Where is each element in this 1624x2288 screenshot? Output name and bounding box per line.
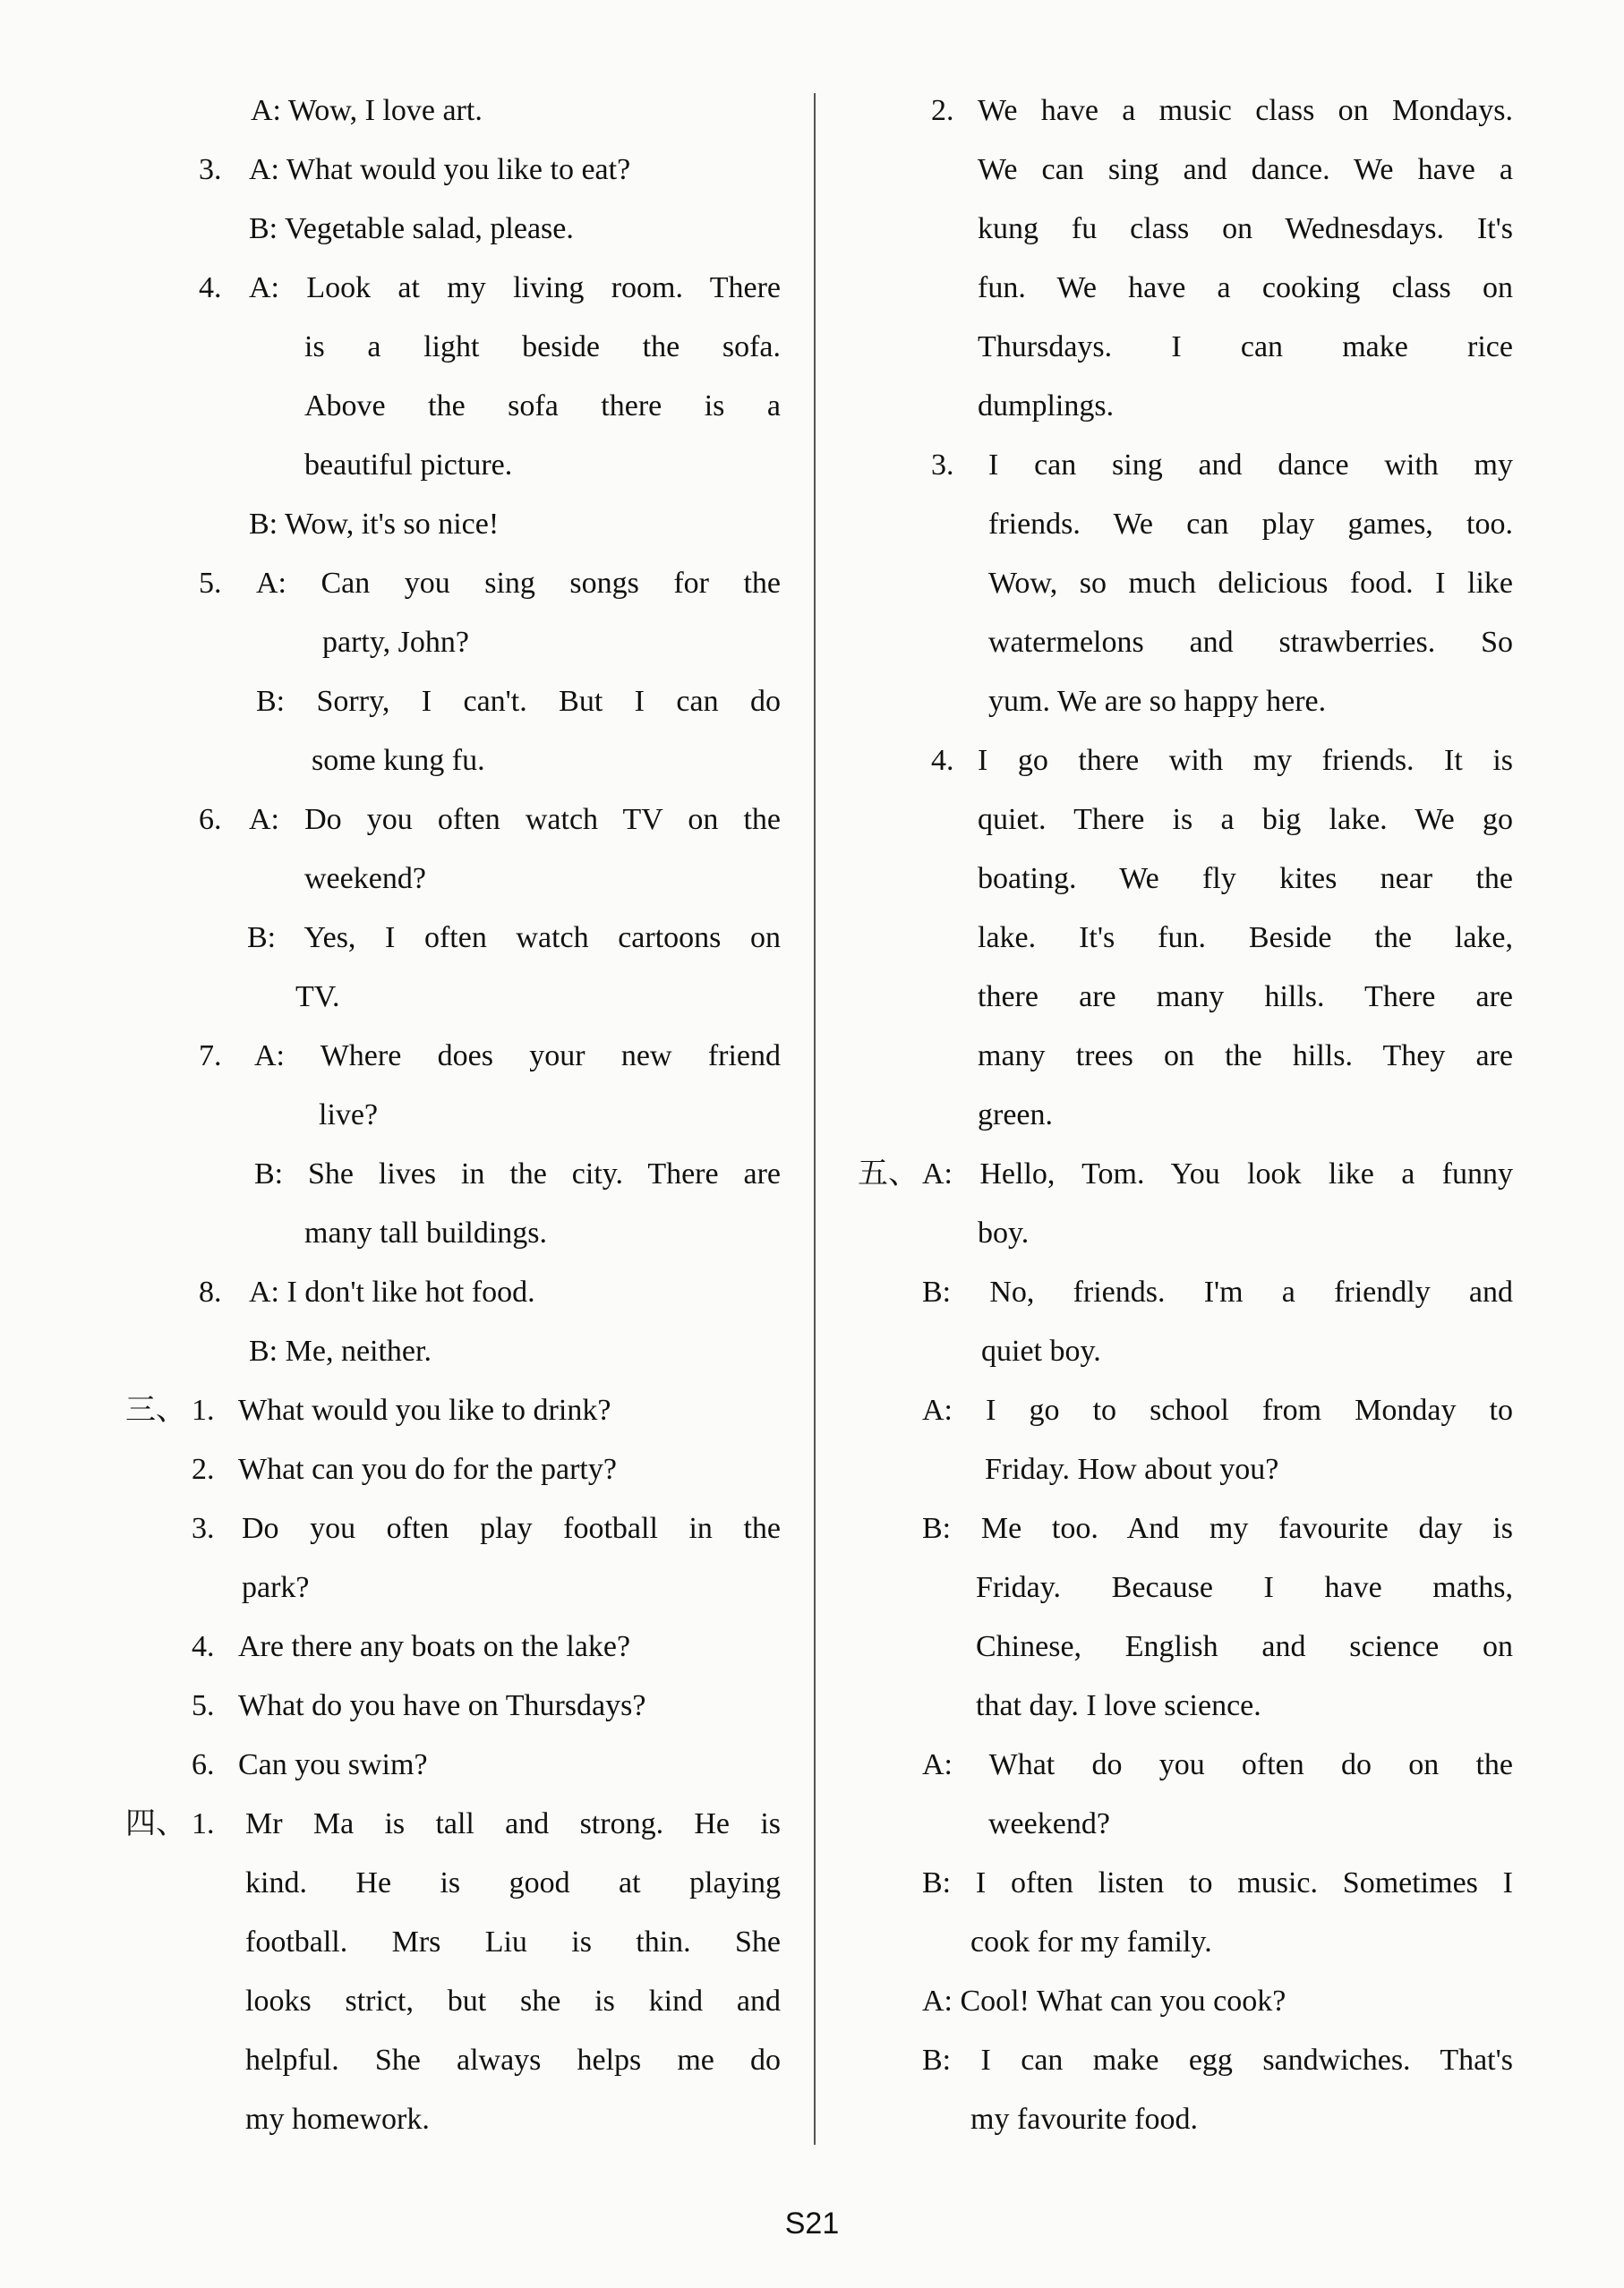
text-line: I can sing and dance with my — [988, 448, 1513, 482]
text-line: What do you have on Thursdays? — [238, 1689, 646, 1722]
text-line: A: I go to school from Monday to — [922, 1394, 1513, 1427]
section-marker: 五、 — [858, 1157, 919, 1191]
text-line: Mr Ma is tall and strong. He is — [245, 1807, 781, 1840]
text-line: helpful. She always helps me do — [245, 2044, 781, 2077]
text-line: We have a music class on Mondays. — [978, 94, 1513, 127]
text-line: dumplings. — [978, 389, 1115, 423]
text-line: friends. We can play games, too. — [988, 508, 1513, 541]
text-line: quiet boy. — [981, 1335, 1101, 1368]
text-line: A: What would you like to eat? — [249, 153, 631, 186]
text-line: B: Sorry, I can't. But I can do — [256, 685, 781, 718]
item-number: 2. — [931, 94, 954, 127]
item-number: 2. — [192, 1453, 215, 1486]
text-line: my favourite food. — [970, 2103, 1198, 2136]
text-line: park? — [242, 1571, 310, 1604]
item-number: 3. — [931, 448, 954, 482]
text-line: What would you like to drink? — [238, 1394, 611, 1427]
text-line: Friday. Because I have maths, — [976, 1571, 1513, 1604]
text-line: A: Cool! What can you cook? — [922, 1985, 1286, 2018]
text-line: many trees on the hills. They are — [978, 1039, 1513, 1072]
text-line: my homework. — [245, 2103, 430, 2136]
text-line: What can you do for the party? — [238, 1453, 617, 1486]
text-line: lake. It's fun. Beside the lake, — [978, 921, 1513, 954]
text-line: boy. — [978, 1217, 1030, 1250]
text-line: live? — [319, 1098, 379, 1131]
item-number: 4. — [931, 744, 954, 777]
text-line: quiet. There is a big lake. We go — [978, 803, 1513, 836]
item-number: 6. — [192, 1748, 215, 1781]
item-number: 1. — [192, 1394, 215, 1427]
column-divider — [814, 93, 816, 2145]
text-line: looks strict, but she is kind and — [245, 1985, 781, 2018]
text-line: Can you swim? — [238, 1748, 428, 1781]
text-line: Above the sofa there is a — [304, 389, 781, 423]
item-number: 4. — [199, 271, 222, 304]
text-line: A: Hello, Tom. You look like a funny — [922, 1157, 1513, 1191]
item-number: 1. — [192, 1807, 215, 1840]
text-line: B: Vegetable salad, please. — [249, 212, 574, 245]
text-line: B: Me too. And my favourite day is — [922, 1512, 1513, 1545]
text-line: party, John? — [322, 626, 469, 659]
item-number: 3. — [199, 153, 222, 186]
text-line: I go there with my friends. It is — [978, 744, 1513, 777]
text-line: that day. I love science. — [976, 1689, 1261, 1722]
item-number: 5. — [192, 1689, 215, 1722]
text-line: Friday. How about you? — [985, 1453, 1279, 1486]
text-line: We can sing and dance. We have a — [978, 153, 1513, 186]
text-line: green. — [978, 1098, 1054, 1131]
page-number: S21 — [784, 2207, 840, 2241]
text-line: beautiful picture. — [304, 448, 513, 482]
text-line: many tall buildings. — [304, 1217, 548, 1250]
text-line: yum. We are so happy here. — [988, 685, 1327, 718]
text-line: A: Look at my living room. There — [249, 271, 781, 304]
text-line: Thursdays. I can make rice — [978, 330, 1513, 363]
text-line: A: Can you sing songs for the — [256, 567, 781, 600]
item-number: 4. — [192, 1630, 215, 1663]
text-line: fun. We have a cooking class on — [978, 271, 1513, 304]
text-line: Do you often play football in the — [242, 1512, 781, 1545]
item-number: 3. — [192, 1512, 215, 1545]
item-number: 6. — [199, 803, 222, 836]
text-line: watermelons and strawberries. So — [988, 626, 1513, 659]
text-line: TV. — [295, 980, 340, 1013]
text-line: kind. He is good at playing — [245, 1866, 781, 1900]
item-number: 5. — [199, 567, 222, 600]
text-line: cook for my family. — [970, 1925, 1212, 1959]
text-line: Wow, so much delicious food. I like — [988, 567, 1513, 600]
text-line: some kung fu. — [312, 744, 485, 777]
text-line: Are there any boats on the lake? — [238, 1630, 631, 1663]
item-number: 8. — [199, 1276, 222, 1309]
text-line: B: Me, neither. — [249, 1335, 432, 1368]
item-number: 7. — [199, 1039, 222, 1072]
text-line: B: She lives in the city. There are — [254, 1157, 781, 1191]
text-line: football. Mrs Liu is thin. She — [245, 1925, 781, 1959]
section-marker: 四、 — [125, 1807, 186, 1840]
text-line: B: I can make egg sandwiches. That's — [922, 2044, 1513, 2077]
text-line: kung fu class on Wednesdays. It's — [978, 212, 1513, 245]
section-marker: 三、 — [125, 1394, 186, 1427]
text-line: B: Yes, I often watch cartoons on — [247, 921, 781, 954]
text-line: A: Where does your new friend — [254, 1039, 781, 1072]
text-line: A: Do you often watch TV on the — [249, 803, 781, 836]
text-line: boating. We fly kites near the — [978, 862, 1513, 895]
text-line: A: Wow, I love art. — [251, 94, 483, 127]
text-line: B: No, friends. I'm a friendly and — [922, 1276, 1513, 1309]
text-line: weekend? — [304, 862, 426, 895]
text-line: A: What do you often do on the — [922, 1748, 1513, 1781]
text-line: is a light beside the sofa. — [304, 330, 781, 363]
text-line: B: I often listen to music. Sometimes I — [922, 1866, 1513, 1900]
text-line: B: Wow, it's so nice! — [249, 508, 500, 541]
text-line: A: I don't like hot food. — [249, 1276, 535, 1309]
text-line: weekend? — [988, 1807, 1110, 1840]
text-line: Chinese, English and science on — [976, 1630, 1513, 1663]
text-line: there are many hills. There are — [978, 980, 1513, 1013]
